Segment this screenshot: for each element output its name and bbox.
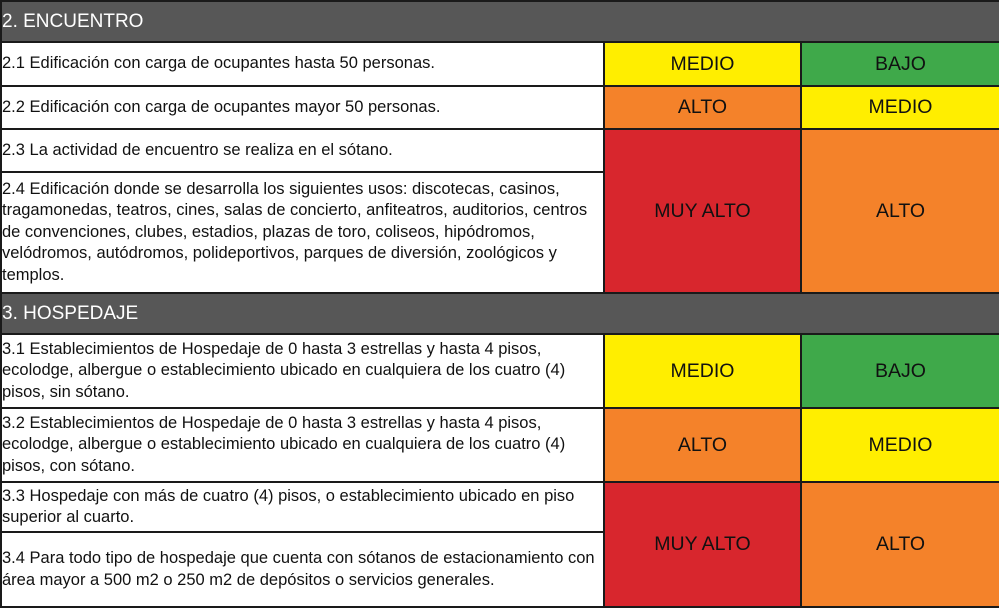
table-row [1, 42, 999, 86]
risk-level-cell: MUY ALTO [604, 482, 801, 607]
section-header-encuentro [1, 1, 999, 42]
row-description: 3.4 Para todo tipo de hospedaje que cuenta con sótanos de estacionamiento con área mayor a 500 m2 o 250 m2 de depósitos o servicios generales. [1, 532, 604, 607]
risk-level-cell: MEDIO [604, 42, 801, 86]
row-description: 2.3 La actividad de encuentro se realiza en el sótano. [1, 129, 604, 172]
risk-level-cell: MEDIO [604, 334, 801, 408]
risk-level-cell: ALTO [604, 86, 801, 129]
table-row [1, 482, 999, 532]
risk-level-cell: MUY ALTO [604, 129, 801, 293]
row-description: 3.3 Hospedaje con más de cuatro (4) pisos, o establecimiento ubicado en piso superior al cuarto. [1, 482, 604, 532]
table-row [1, 86, 999, 129]
risk-level-cell: ALTO [801, 129, 999, 293]
table-row [1, 408, 999, 482]
table-row [1, 334, 999, 408]
row-description: 3.2 Establecimientos de Hospedaje de 0 hasta 3 estrellas y hasta 4 pisos, ecolodge, albergue o establecimiento ubicado en cualquiera de los cuatro (4) pisos, con sótano. [1, 408, 604, 482]
risk-level-cell: BAJO [801, 334, 999, 408]
table-row [1, 129, 999, 172]
row-description: 2.1 Edificación con carga de ocupantes hasta 50 personas. [1, 42, 604, 86]
section-title: 2. ENCUENTRO [1, 1, 999, 42]
row-description: 2.2 Edificación con carga de ocupantes mayor 50 personas. [1, 86, 604, 129]
risk-level-cell: ALTO [801, 482, 999, 607]
risk-level-cell: MEDIO [801, 86, 999, 129]
risk-level-cell: MEDIO [801, 408, 999, 482]
section-title: 3. HOSPEDAJE [1, 293, 999, 334]
risk-level-cell: BAJO [801, 42, 999, 86]
section-header-hospedaje [1, 293, 999, 334]
row-description: 2.4 Edificación donde se desarrolla los siguientes usos: discotecas, casinos, tragamonedas, teatros, cines, salas de concierto, anfiteatros, auditorios, centros de convenciones, clubes, estadios, plazas de toro, coliseos, hipódromos, velódromos, autódromos, polideportivos, parques de diversión, zoológicos y templos. [1, 172, 604, 293]
risk-level-cell: ALTO [604, 408, 801, 482]
row-description: 3.1 Establecimientos de Hospedaje de 0 hasta 3 estrellas y hasta 4 pisos, ecolodge, albergue o establecimiento ubicado en cualquiera de los cuatro (4) pisos, sin sótano. [1, 334, 604, 408]
